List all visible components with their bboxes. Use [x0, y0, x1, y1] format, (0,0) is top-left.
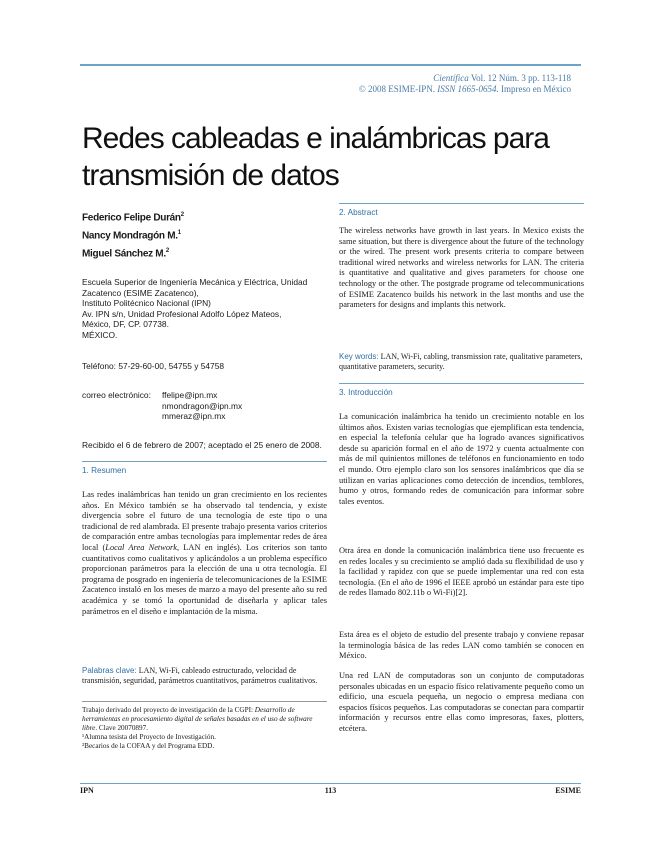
page-number: 113: [324, 786, 337, 795]
page-footer: [80, 783, 581, 795]
intro-paragraph: Una red LAN de computadoras son un conjunto de computadoras personales ubicadas en un espacio físico relativamente pequeño como un edificio, una escuela pequeña, un negocio o empresa mediana con espacios físicos pequeños. Las computadoras se conectan para compartir información y recursos entre ellas como impresoras, faxes, plotters, etcétera.: [339, 671, 584, 733]
keywords-label: Key words:: [339, 352, 379, 361]
author-list: [82, 208, 327, 261]
author: Nancy Mondragón M.$^1$: [82, 229, 181, 242]
received-date: Recibido el 6 de febrero de 2007; aceptado el 25 enero de 2008.: [82, 440, 322, 450]
affiliation: Escuela Superior de Ingeniería Mecánica y Eléctrica, Unidad Zacatenco (ESIME Zacatenco), Instituto Politécnico Nacional (IPN) Av. IPN s/n, Unidad Profesional Adolfo López Mateos, México, DF, CP. 07738. MÉXICO.: [82, 277, 308, 340]
email-address: mmeraz@ipn.mx: [162, 411, 226, 422]
key-words: Key words: LAN, Wi-Fi, cabling, transmission rate, qualitative parameters, quantitative parameters, security.: [339, 352, 583, 371]
author: Federico Felipe Durán$^2$: [82, 212, 184, 224]
footer-right: ESIME: [555, 786, 581, 795]
email-block: [82, 390, 327, 422]
phone: Teléfono: 57-29-60-00, 54755 y 54758: [82, 361, 225, 371]
abstract-body: The wireless networks have growth in last years. In Mexico exists the same situation, but there is divergence about the future of the technology or the wired. The present work presents criteria to compare between traditional wired networks and wireless networks for LAN. The criteria is quantitative and qualitative and gives parameters for choose one technology or the other. The postgrade programe od telecommunications of ESIME Zacatenco builds his network in the last months and use the parameters for designs and implants this network.: [339, 226, 584, 310]
section-heading-abstract: 2. Abstract: [339, 203, 584, 217]
intro-paragraph: Otra área en donde la comunicación inalámbrica tiene uso frecuente es en redes locales y su crecimiento se amplió dada su flexibilidad de uso y la facilidad y rapidez con que se puede implementar una red con esta tecnología. (En el año de 1996 el IEEE aprobó un estándar para este tipo de redes llamado 802.11b o Wi-Fi)[2].: [339, 546, 584, 598]
keywords-label: Palabras clave:: [82, 666, 137, 675]
journal-header: [271, 73, 571, 95]
paper-title: [82, 120, 562, 194]
author: Miguel Sánchez M.$^2$: [82, 247, 169, 259]
email-label: correo electrónico:: [82, 390, 151, 400]
journal-volume: Vol. 12 Núm. 3 pp. 113-118: [470, 73, 571, 83]
footnotes: Trabajo derivado del proyecto de investigación de la CGPI: Desarrollo de herramientas en procesamiento digital de señales basadas en el uso de software libre. Clave 20070897. ¹Alumna tesista del Proyecto de Investigación. ²Becarios de la COFAA y del Programa EDD.: [82, 701, 327, 751]
intro-paragraph: Esta área es el objeto de estudio del presente trabajo y conviene repasar la terminología básica de las redes LAN como también se conocen en México.: [339, 630, 584, 661]
email-address: nmondragon@ipn.mx: [162, 400, 243, 411]
header-rule: [80, 64, 581, 66]
email-address: ffelipe@ipn.mx: [162, 390, 218, 400]
palabras-clave: Palabras clave: LAN, Wi-Fi, cableado estructurado, velocidad de transmisión, seguridad, parámetros cuantitativos, parámetros cualitativos.: [82, 666, 318, 685]
section-heading-introduccion: 3. Introducción: [339, 383, 584, 397]
title-line-2: transmisión de datos: [82, 159, 339, 192]
journal-issn: ISSN 1665-0654.: [437, 84, 499, 94]
resumen-body: Las redes inalámbricas han tenido un gran crecimiento en los recientes años. En México también se ha observado tal tendencia, y existe divergencia sobre el futuro de una tecnología de este tipo o una tradicional de red alambrada. El presente trabajo presenta varios criterios de comparación entre ambas tecnologías para implementar redes de área local (Local Area Network, LAN en inglés). Los criterios son tanto cuantitativos como cualitativos y aplicándolos a un problema específico proporcionan parámetros para la elección de una u otra tecnología. El programa de posgrado en ingeniería de telecomunicaciones de la ESIME Zacatenco instaló en los meses de marzo a mayo del presente año su red académica y se tomó la oportunidad de diseñarla y aplicar tales parámetros en el diseño e implantación de la misma.: [82, 490, 327, 616]
title-line-1: Redes cableadas e inalámbricas para: [82, 122, 549, 155]
journal-name: Científica: [433, 73, 469, 83]
journal-copyright: © 2008 ESIME-IPN.: [358, 84, 436, 94]
footer-left: IPN: [80, 786, 94, 795]
journal-printed: Impreso en México: [501, 84, 571, 94]
intro-paragraph: La comunicación inalámbrica ha tenido un crecimiento notable en los últimos años. Existen varias tecnologías que ejemplifican esta tendencia, en especial la telefonía celular que ha logrado avances significativos desde su aparición formal en el año de 1972 y cuenta actualmente con más de mil quinientos millones de teléfonos en funcionamiento en todo el mundo. Otro ejemplo claro son los sensores inalámbricos que día se utilizan en varias aplicaciones como detección de incendios, temblores, humo y otros, formando redes de comunicación para informar sobre tales eventos.: [339, 412, 584, 506]
section-heading-resumen: 1. Resumen: [82, 461, 327, 475]
